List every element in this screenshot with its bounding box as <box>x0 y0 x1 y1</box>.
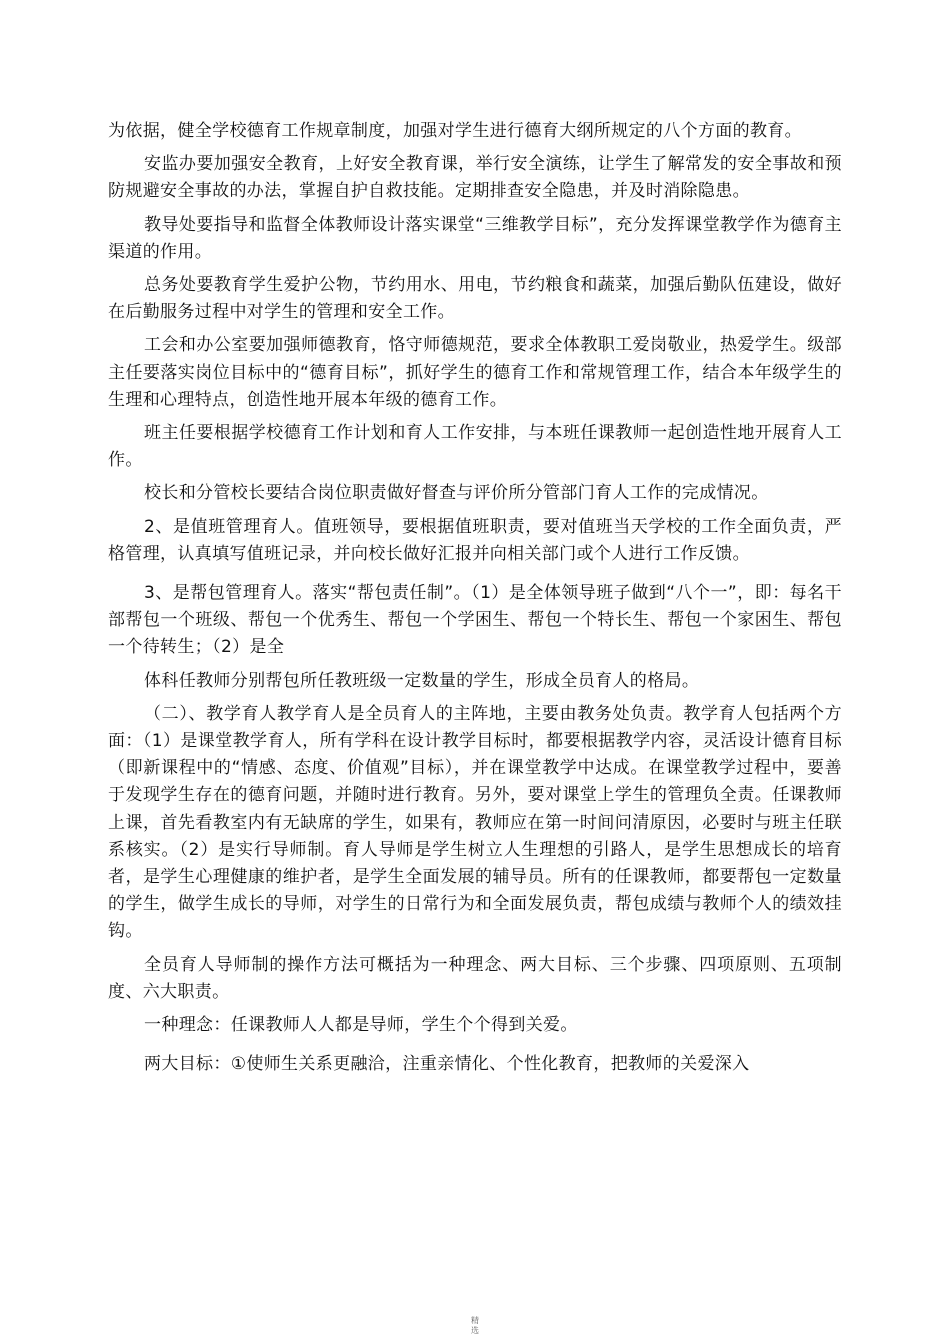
paragraph-two-goals: 两大目标：①使师生关系更融洽，注重亲情化、个性化教育，把教师的关爱深入 <box>144 1054 750 1075</box>
paragraph-continuation: 为依据，健全学校德育工作规章制度，加强对学生进行德育大纲所规定的八个方面的教育。 <box>108 121 802 141</box>
page-footer-mark <box>462 1316 488 1336</box>
footer-char-1: 精 <box>471 1316 479 1325</box>
paragraph-union-office: 工会和办公室要加强师德教育，恪守师德规范，要求全体教职工爱岗敬业，热爱学生。级部主任要落实岗位目标中的“德育目标”，抓好学生的德育工作和常规管理工作，结合本年级学生的生理和心理特点，创造性地开展本年级的德育工作。 <box>108 335 842 410</box>
paragraph-class-teacher: 班主任要根据学校德育工作计划和育人工作安排，与本班任课教师一起创造性地开展育人工作。 <box>108 423 842 471</box>
paragraph-safety-office: 安监办要加强安全教育，上好安全教育课，举行安全演练，让学生了解常发的安全事故和预防规避安全事故的办法，掌握自护自救技能。定期排查安全隐患，并及时消除隐患。 <box>108 154 842 202</box>
paragraph-pairing-continued: 体科任教师分别帮包所任教班级一定数量的学生，形成全员育人的格局。 <box>144 670 700 691</box>
paragraph-principal: 校长和分管校长要结合岗位职责做好督查与评价所分管部门育人工作的完成情况。 <box>144 483 769 504</box>
paragraph-teaching-education: （二）、教学育人教学育人是全员育人的主阵地，主要由教务处负责。教学育人包括两个方面：（1）是课堂教学育人，所有学科在设计教学目标时，都要根据教学内容，灵活设计德育目标（即新课程中的“情感、态度、价值观”目标），并在课堂教学中达成。在课堂教学过程中，要善于发现学生存在的德育问题，并随时进行教育。另外，要对课堂上学生的管理负全责。任课教师上课，首先看教室内有无缺席的学生，如果有，教师应在第一时间问清原因，必要时与班主任联系核实。（2）是实行导师制。育人导师是学生树立人生理想的引路人，是学生思想成长的培育者，是学生心理健康的维护者，是学生全面发展的辅导员。所有的任课教师，都要帮包一定数量的学生，做学生成长的导师，对学生的日常行为和全面发展负责，帮包成绩与教师个人的绩效挂钩。 <box>108 703 842 942</box>
document-body <box>108 118 842 1079</box>
paragraph-one-concept: 一种理念：任课教师人人都是导师，学生个个得到关爱。 <box>144 1015 578 1036</box>
footer-char-2: 选 <box>471 1326 479 1335</box>
paragraph-teaching-office: 教导处要指导和监督全体教师设计落实课堂“三维教学目标”，充分发挥课堂教学作为德育主渠道的作用。 <box>108 214 842 262</box>
paragraph-mentor-method: 全员育人导师制的操作方法可概括为一种理念、两大目标、三个步骤、四项原则、五项制度、六大职责。 <box>108 954 842 1002</box>
paragraph-duty-management: 2、是值班管理育人。值班领导，要根据值班职责，要对值班当天学校的工作全面负责，严格管理，认真填写值班记录，并向校长做好汇报并向相关部门或个人进行工作反馈。 <box>108 516 842 564</box>
paragraph-pairing-management: 3、是帮包管理育人。落实“帮包责任制”。（1）是全体领导班子做到“八个一”，即：每名干部帮包一个班级、帮包一个优秀生、帮包一个学困生、帮包一个特长生、帮包一个家困生、帮包一个待转生；（2）是全 <box>108 583 842 658</box>
paragraph-general-affairs: 总务处要教育学生爱护公物，节约用水、用电，节约粮食和蔬菜，加强后勤队伍建设，做好在后勤服务过程中对学生的管理和安全工作。 <box>108 275 842 323</box>
